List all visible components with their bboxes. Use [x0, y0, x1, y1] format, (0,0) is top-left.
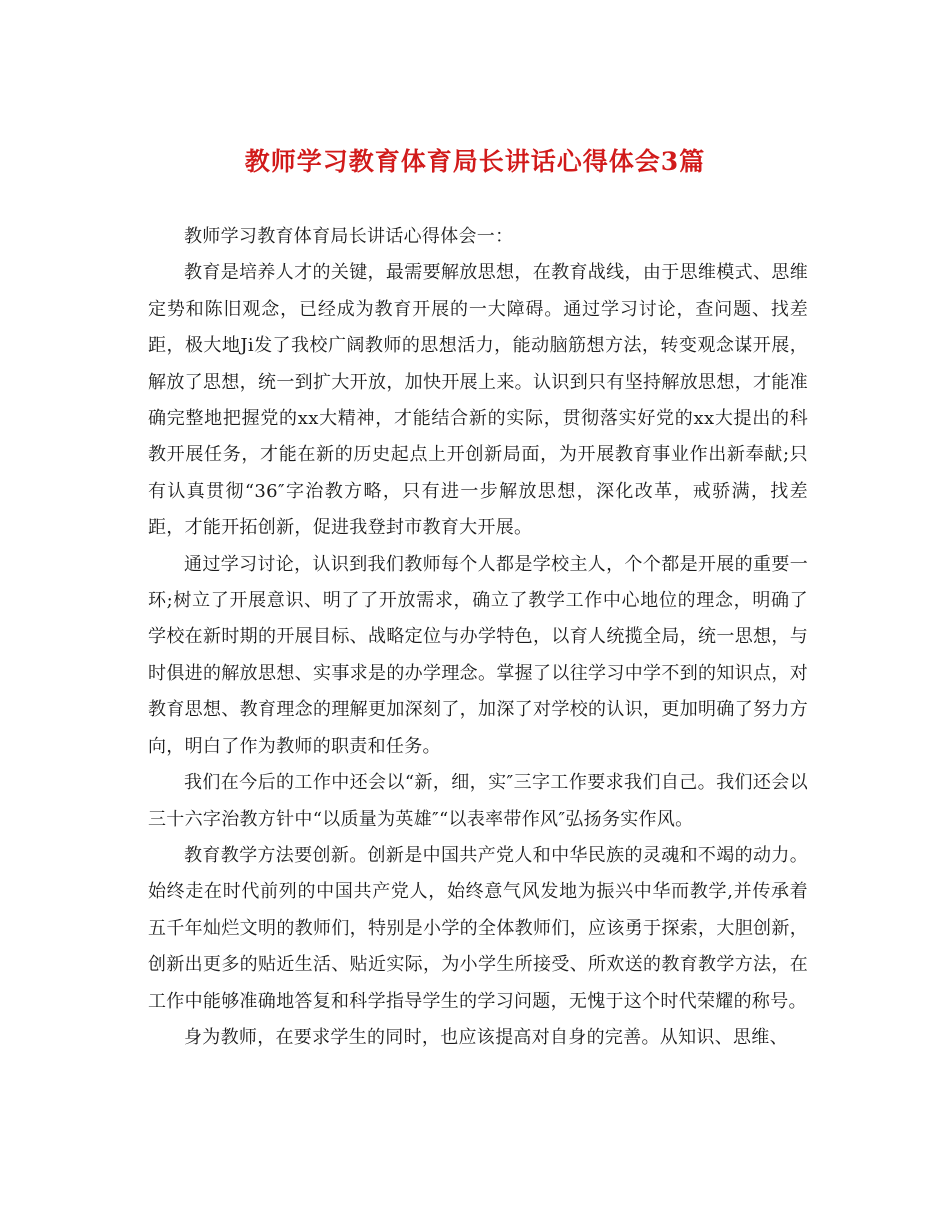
- document-title: 教师学习教育体育局长讲话心得体会3篇: [244, 147, 706, 176]
- paragraph: 通过学习讨论，认识到我们教师每个人都是学校主人，个个都是开展的重要一环;树立了开展意识、明了了开放需求，确立了教学工作中心地位的理念，明确了学校在新时期的开展目标、战略定位与办学特色，以育人统揽全局，统一思想，与时俱进的解放思想、实事求是的办学理念。掌握了以往学习中学不到的知识点，对教育思想、教育理念的理解更加深刻了，加深了对学校的认识，更加明确了努力方向，明白了作为教师的职责和任务。: [148, 553, 808, 757]
- paragraph: 身为教师，在要求学生的同时，也应该提高对自身的完善。从知识、思维、: [184, 1026, 788, 1048]
- document-body: [148, 219, 808, 1056]
- paragraph: 我们在今后的工作中还会以“新，细，实″三字工作要求我们自己。我们还会以三十六字治教方针中“以质量为英雄″“以表率带作风″弘扬务实作风。: [148, 772, 808, 830]
- section-heading: 教师学习教育体育局长讲话心得体会一：: [184, 226, 514, 247]
- paragraph: 教育教学方法要创新。创新是中国共产党人和中华民族的灵魂和不竭的动力。始终走在时代前列的中国共产党人，始终意气风发地为振兴中华而教学,并传承着五千年灿烂文明的教师们，特别是小学的全体教师们，应该勇于探索，大胆创新，创新出更多的贴近生活、贴近实际，为小学生所接受、所欢送的教育教学方法，在工作中能够准确地答复和科学指导学生的学习问题，无愧于这个时代荣耀的称号。: [148, 844, 808, 1012]
- paragraph: 教育是培养人才的关键，最需要解放思想，在教育战线，由于思维模式、思维定势和陈旧观念，已经成为教育开展的一大障碍。通过学习讨论，查问题、找差距，极大地Ji发了我校广阔教师的思想活力，能动脑筋想方法，转变观念谋开展，解放了思想，统一到扩大开放，加快开展上来。认识到只有坚持解放思想，才能准确完整地把握党的xx大精神，才能结合新的实际，贯彻落实好党的xx大提出的科教开展任务，才能在新的历史起点上开创新局面，为开展教育事业作出新奉献;只有认真贯彻“36″字治教方略，只有进一步解放思想，深化改革，戒骄满，找差距，才能开拓创新，促进我登封市教育大开展。: [148, 262, 808, 539]
